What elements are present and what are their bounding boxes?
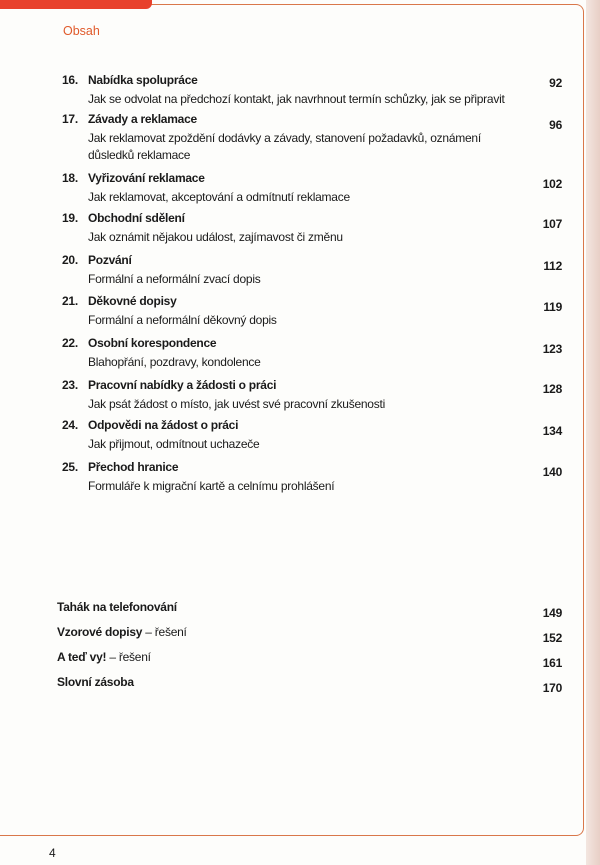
appendix-entry (57, 650, 562, 670)
appendix-title: Vzorové dopisy (57, 625, 143, 639)
entry-description: Formální a neformální děkovný dopis (88, 313, 277, 327)
entry-description: Blahopřání, pozdravy, kondolence (88, 355, 261, 369)
entry-title: Nabídka spolupráce (88, 73, 198, 87)
entry-number: 16. (62, 73, 78, 87)
entry-title: Přechod hranice (88, 460, 179, 474)
entry-page: 112 (543, 259, 562, 273)
appendix-entry (57, 600, 562, 620)
page-number: 4 (49, 846, 56, 860)
entry-page: 119 (543, 300, 562, 314)
appendix-entry (57, 625, 562, 645)
entry-title: Osobní korespondence (88, 336, 217, 350)
entry-page: 96 (549, 118, 562, 132)
entry-description: Formuláře k migrační kartě a celnímu prohlášení (88, 479, 335, 493)
entry-number: 17. (62, 112, 78, 126)
entry-description: Formální a neformální zvací dopis (88, 272, 261, 286)
entry-description: Jak reklamovat zpoždění dodávky a závady, stanovení požadavků, oznámení důsledků reklamace (88, 131, 481, 162)
entry-title: Vyřizování reklamace (88, 171, 205, 185)
entry-number: 22. (62, 336, 78, 350)
entry-page: 134 (542, 424, 562, 438)
entry-description: Jak přijmout, odmítnout uchazeče (88, 437, 260, 451)
entry-description: Jak psát žádost o místo, jak uvést své pracovní zkušenosti (88, 397, 385, 411)
appendix-page: 170 (542, 681, 562, 695)
entry-page: 140 (542, 465, 562, 479)
entry-description: Jak se odvolat na předchozí kontakt, jak navrhnout termín schůzky, jak se připravit (88, 92, 505, 106)
entry-number: 20. (62, 253, 78, 267)
appendix-suffix: – řešení (106, 650, 151, 664)
entry-title: Děkovné dopisy (88, 294, 177, 308)
entry-description: Jak oznámit nějakou událost, zajímavost či změnu (88, 230, 343, 244)
entry-title: Obchodní sdělení (88, 211, 185, 225)
entry-title: Pozvání (88, 253, 132, 267)
entry-title: Odpovědi na žádost o práci (88, 418, 239, 432)
entry-description: Jak reklamovat, akceptování a odmítnutí reklamace (88, 190, 350, 204)
appendix-page: 149 (542, 606, 562, 620)
appendix-page: 152 (542, 631, 562, 645)
entry-number: 18. (62, 171, 78, 185)
appendix-entry (57, 675, 562, 695)
entry-number: 21. (62, 294, 78, 308)
entry-page: 107 (542, 217, 562, 231)
section-tab (0, 0, 152, 9)
appendix-page: 161 (542, 656, 562, 670)
appendix-title: Tahák na telefonování (57, 600, 177, 614)
entry-page: 102 (542, 177, 562, 191)
entry-number: 24. (62, 418, 78, 432)
page-edge (586, 0, 600, 865)
section-heading: Obsah (63, 24, 100, 38)
entry-title: Závady a reklamace (88, 112, 197, 126)
entry-number: 19. (62, 211, 78, 225)
entry-page: 92 (549, 76, 562, 90)
appendix-title: Slovní zásoba (57, 675, 134, 689)
appendix-suffix: – řešení (142, 625, 187, 639)
entry-page: 123 (542, 342, 562, 356)
entry-page: 128 (542, 382, 562, 396)
entry-title: Pracovní nabídky a žádosti o práci (88, 378, 277, 392)
appendix-title: A teď vy! (57, 650, 107, 664)
entry-number: 23. (62, 378, 78, 392)
entry-number: 25. (62, 460, 78, 474)
